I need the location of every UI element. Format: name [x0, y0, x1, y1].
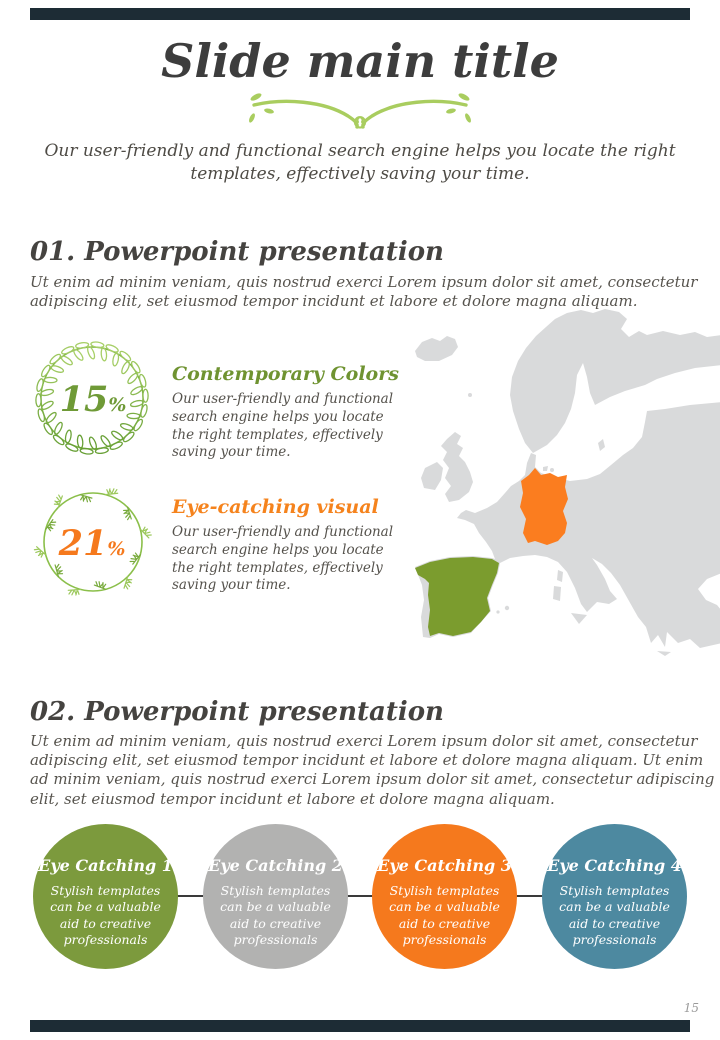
eye-catching-circle-2 [203, 824, 348, 969]
stat-1-heading: Contemporary Colors [172, 363, 399, 385]
stat-1-number: 15 [59, 379, 109, 420]
map-crete [657, 651, 671, 656]
europe-map [395, 305, 720, 657]
circle-connector-line [105, 895, 615, 897]
circle-4-title: Eye Catching 4 [547, 856, 682, 875]
map-iceland [415, 336, 458, 361]
circle-4-body: Stylish templates can be a valuable aid to creative professionals [559, 883, 670, 947]
stat-2-value [57, 523, 127, 564]
section-2-body: Ut enim ad minim veniam, quis nostrud exerci Lorem ipsum dolor sit amet, consectetur adipiscing elit, set eiusmod tempor incidunt et labore et dolore magna aliquam. Ut enim ad minim veniam, quis nostrud exerci Lorem ipsum dolor sit amet, consectetur adipiscing elit, set eiusmod tempor incidunt et labore et dolore magna aliquam. [30, 732, 715, 808]
map-balearic-1 [505, 606, 509, 610]
map-faroe [468, 393, 472, 397]
map-island-dot [550, 468, 554, 472]
circle-3-title: Eye Catching 3 [377, 856, 512, 875]
stat-2-unit: % [107, 538, 126, 560]
map-corsica [557, 570, 563, 582]
eye-catching-circle-4 [542, 824, 687, 969]
map-ireland [421, 462, 443, 490]
map-sardinia [553, 586, 561, 601]
map-gotland [598, 439, 605, 451]
stat-2-body: Our user-friendly and functional search engine helps you locate the right templates, effectively saving your time. [172, 524, 394, 594]
circle-1-title: Eye Catching 1 [38, 856, 173, 875]
section-1-heading: 01. Powerpoint presentation [30, 237, 444, 267]
stat-1-body: Our user-friendly and functional search engine helps you locate the right templates, effectively saving your time. [172, 391, 394, 461]
map-germany [520, 468, 568, 545]
map-sicily [571, 613, 587, 624]
section-2-heading: 02. Powerpoint presentation [30, 697, 444, 727]
page-subtitle: Our user-friendly and functional search engine helps you locate the right templates, effectively saving your time. [44, 141, 676, 185]
stat-2-heading: Eye-catching visual [172, 496, 379, 518]
bottom-accent-bar [30, 1020, 690, 1032]
top-accent-bar [30, 8, 690, 20]
stat-2-number: 21 [58, 523, 108, 564]
map-great-britain [441, 432, 473, 502]
map-danish-isles [543, 466, 548, 471]
vine-divider-icon [244, 90, 476, 132]
circle-3-body: Stylish templates can be a valuable aid to creative professionals [389, 883, 500, 947]
stat-1-value [58, 379, 128, 420]
circle-2-body: Stylish templates can be a valuable aid to creative professionals [220, 883, 331, 947]
circle-1-body: Stylish templates can be a valuable aid to creative professionals [50, 883, 161, 947]
page-title: Slide main title [161, 34, 559, 88]
section-1-body: Ut enim ad minim veniam, quis nostrud exerci Lorem ipsum dolor sit amet, consectetur adipiscing elit, set eiusmod tempor incidunt et labore et dolore magna aliquam. [30, 273, 698, 311]
eye-catching-circle-3 [372, 824, 517, 969]
circle-2-title: Eye Catching 2 [208, 856, 343, 875]
map-balearic-2 [496, 610, 499, 613]
eye-catching-circle-1 [33, 824, 178, 969]
stat-1-unit: % [108, 394, 127, 416]
page-number: 15 [683, 1001, 699, 1015]
